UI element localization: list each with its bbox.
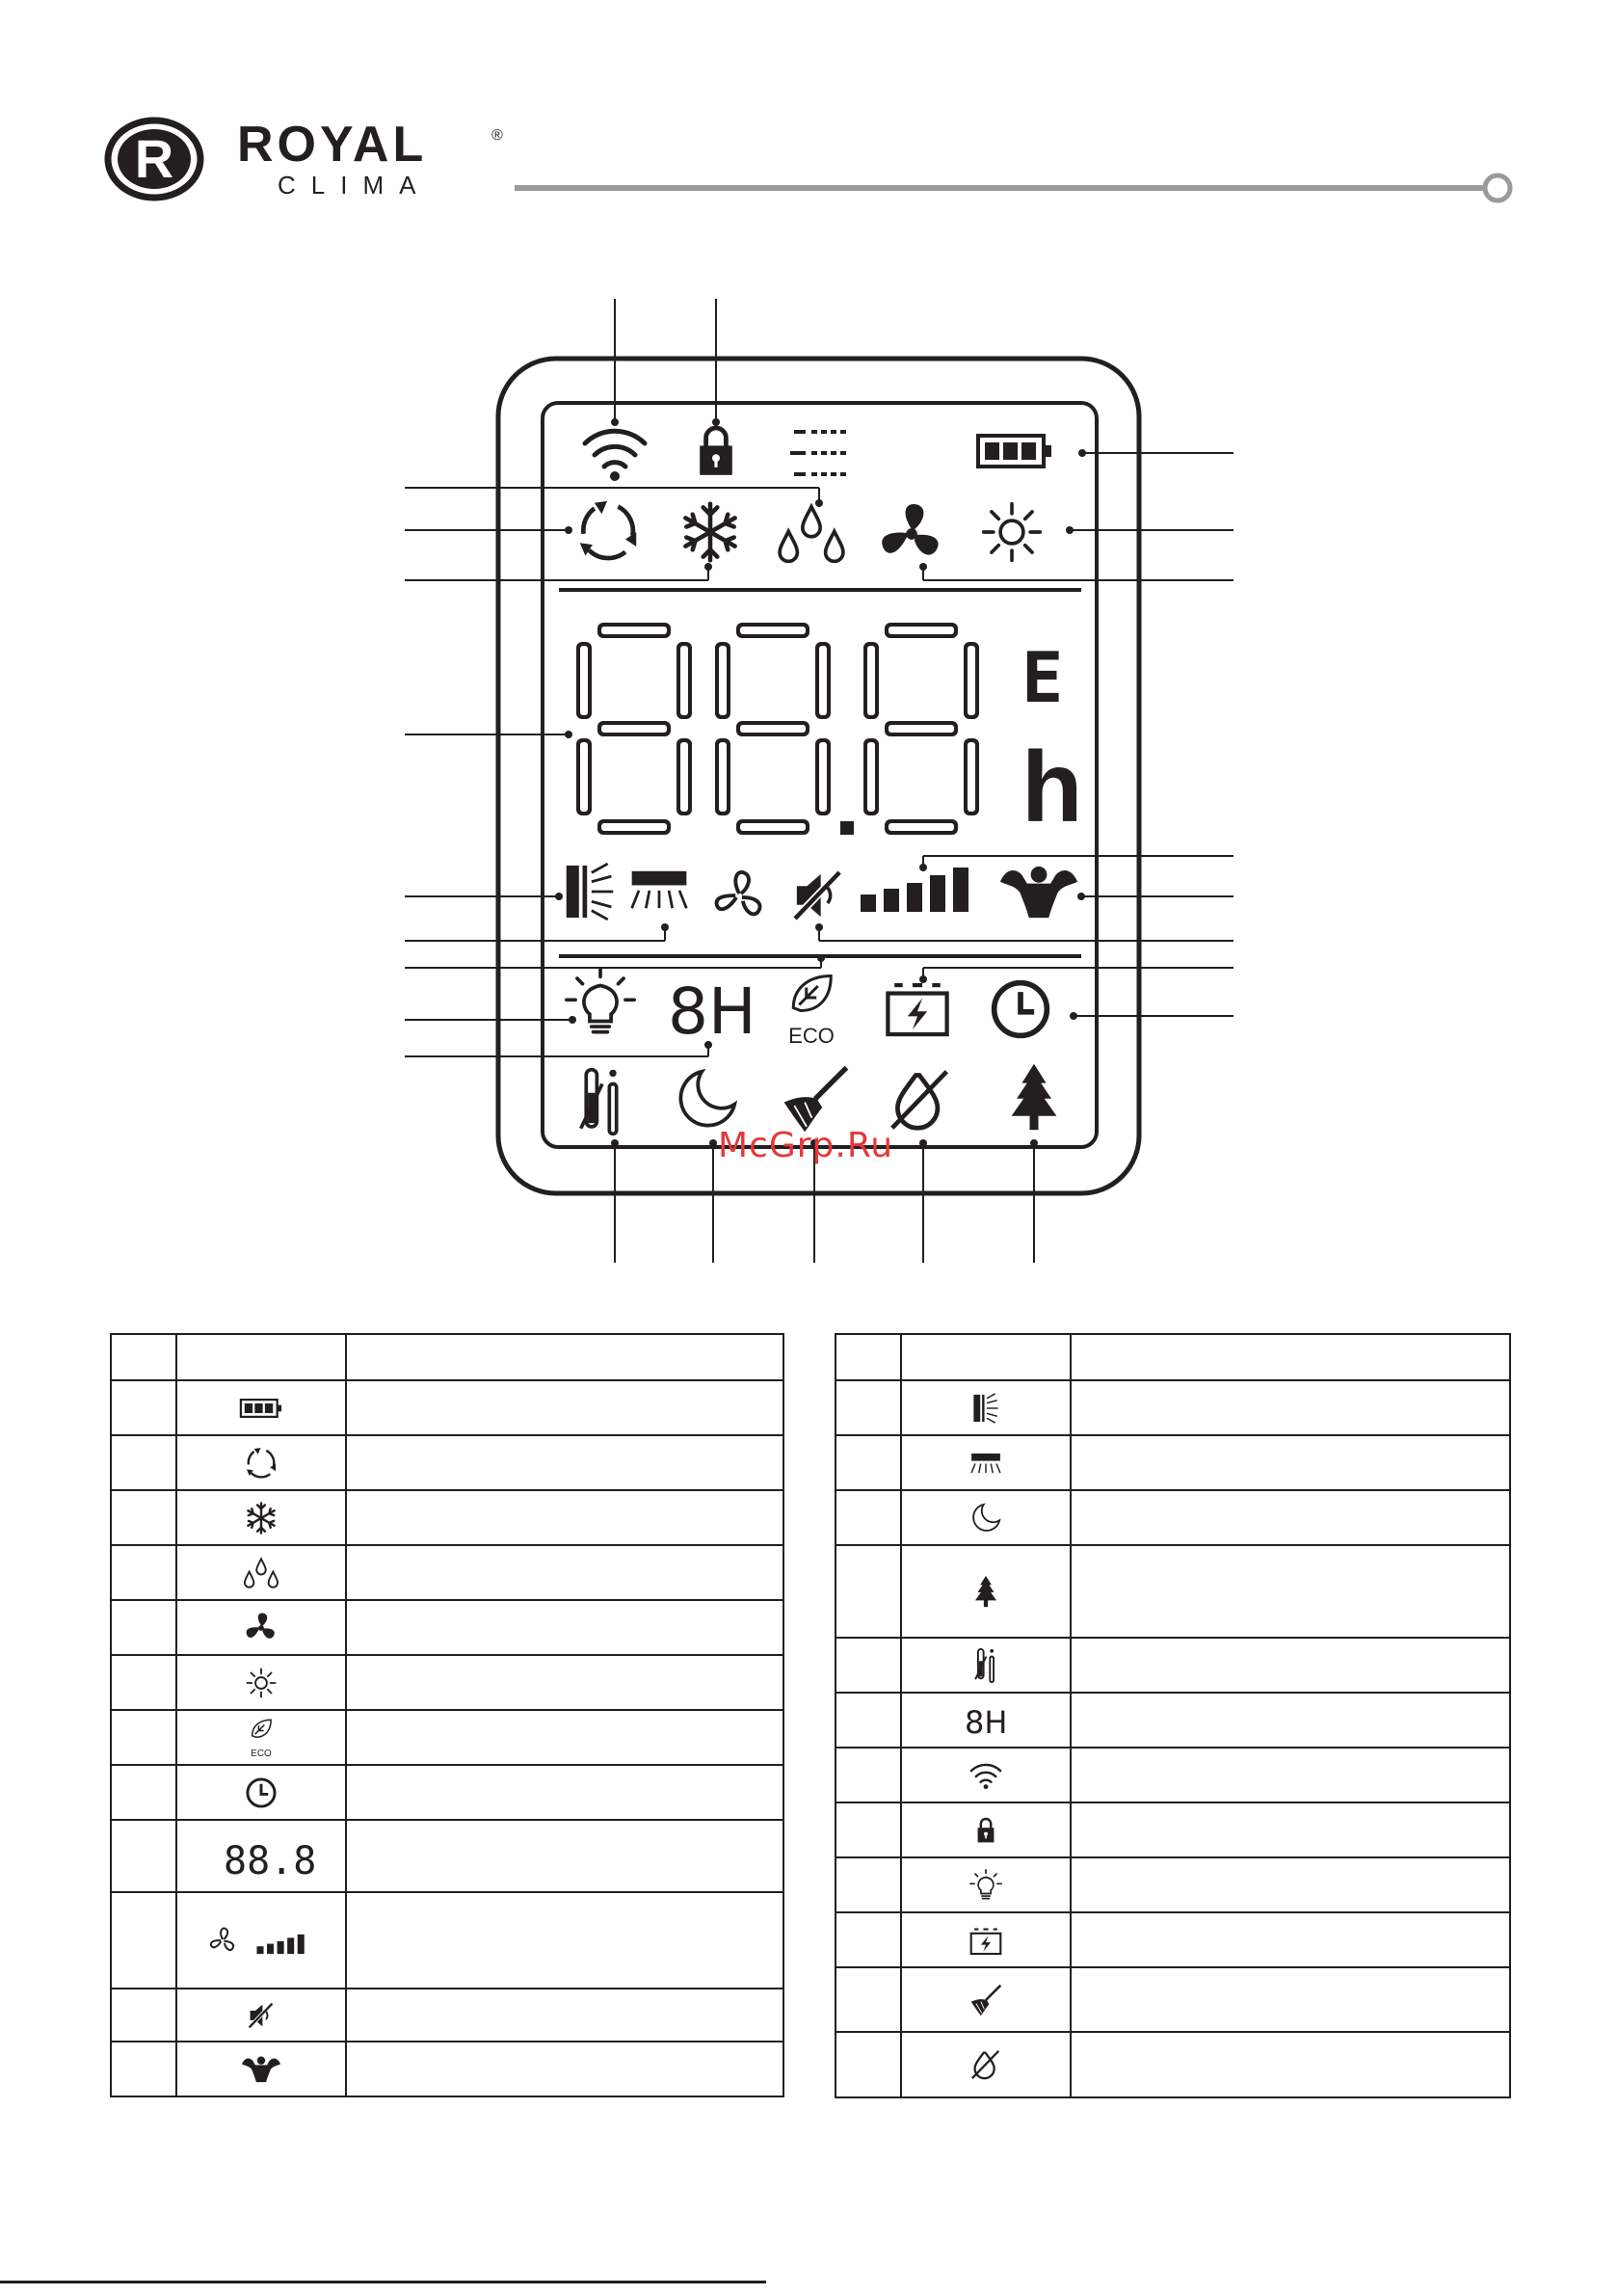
table-row xyxy=(111,1765,783,1820)
legend-table-left xyxy=(110,1333,784,2097)
sleep-icon xyxy=(970,1503,1001,1534)
table-row xyxy=(111,1989,783,2042)
brand-subname: CLIMA xyxy=(278,171,432,200)
lcd-fan-icon xyxy=(882,504,938,555)
eco-icon-label: ECO xyxy=(251,1748,272,1759)
lcd-lock-icon xyxy=(700,428,732,475)
lcd-eco-icon xyxy=(793,976,831,1011)
lcd-filter-icon xyxy=(790,432,846,474)
logo-letter: R xyxy=(134,128,174,189)
table-row xyxy=(111,1655,783,1710)
lcd-swing-vertical-icon xyxy=(567,864,614,920)
table-row xyxy=(111,1600,783,1655)
lcd-digit-1 xyxy=(576,623,692,835)
table-row xyxy=(111,1435,783,1490)
lcd-sleep-icon xyxy=(680,1072,734,1126)
lcd-fan-speed-fan-icon xyxy=(717,872,760,914)
table-header-row xyxy=(111,1334,783,1380)
lcd-battery-icon xyxy=(978,436,1051,467)
table-row xyxy=(836,1802,1510,1857)
i-feel-icon xyxy=(974,1647,997,1684)
lcd-mute-icon xyxy=(793,870,841,920)
lcd-digit-3 xyxy=(863,623,979,835)
turbo-icon xyxy=(241,2056,281,2083)
table-row xyxy=(836,1857,1510,1912)
lcd-tree-icon xyxy=(1012,1064,1057,1130)
lcd-snowflake-icon xyxy=(685,504,734,561)
eight-h-icon-label: 8H xyxy=(965,1703,1008,1741)
table-row xyxy=(111,1545,783,1600)
lcd-digit-2 xyxy=(715,623,831,835)
tree-icon xyxy=(973,1575,998,1608)
lcd-unit-h: h xyxy=(1021,732,1083,843)
clock-icon xyxy=(245,1776,278,1809)
header-rule xyxy=(515,181,1517,195)
swing-horizontal-icon xyxy=(969,1452,1002,1475)
swing-vertical-icon xyxy=(971,1392,1000,1425)
light-icon xyxy=(969,1869,1002,1902)
digits-icon xyxy=(218,1835,317,1883)
table-header-row xyxy=(836,1334,1510,1380)
lock-icon xyxy=(975,1817,996,1844)
lcd-display-diagram xyxy=(385,289,1253,1263)
mute-icon xyxy=(246,2000,277,2031)
table-row xyxy=(836,1380,1510,1435)
eco-icon xyxy=(244,1718,279,1758)
table-row xyxy=(836,1693,1510,1748)
table-row xyxy=(111,1380,783,1435)
lcd-decimal-point xyxy=(840,821,854,835)
table-row xyxy=(836,1912,1510,1967)
table-row xyxy=(836,1490,1510,1545)
lcd-digits-main xyxy=(576,623,1083,843)
lcd-eco-label: ECO xyxy=(788,1024,835,1048)
lcd-drops-icon xyxy=(780,507,843,562)
auto-mode-icon xyxy=(245,1447,278,1480)
fan-speed-icon xyxy=(208,1924,314,1957)
lcd-turbo-icon xyxy=(1000,867,1077,918)
table-row xyxy=(836,2032,1510,2097)
table-row xyxy=(111,1710,783,1765)
lcd-clean-icon xyxy=(784,1068,847,1133)
table-row xyxy=(836,1545,1510,1638)
dry-off-icon xyxy=(970,2049,1001,2080)
lcd-sun-icon xyxy=(984,504,1041,561)
clean-icon xyxy=(969,1984,1002,2016)
snowflake-icon xyxy=(245,1502,278,1535)
lcd-dry-off-icon xyxy=(892,1072,947,1128)
table-row xyxy=(111,1820,783,1892)
table-row xyxy=(836,1748,1510,1802)
lcd-fan-speed-bars xyxy=(861,868,968,912)
table-row xyxy=(111,1892,783,1989)
lcd-light-icon xyxy=(567,970,634,1032)
wifi-icon xyxy=(969,1761,1002,1790)
brand-logo xyxy=(106,111,520,207)
lcd-swing-horizontal-icon xyxy=(632,871,687,908)
lcd-eight-h-label: 8H xyxy=(668,974,756,1049)
legend-table-right xyxy=(835,1333,1511,2098)
table-row xyxy=(836,1967,1510,2032)
footer-rule xyxy=(0,2281,771,2286)
table-row xyxy=(111,1490,783,1545)
lcd-auto-mode-icon xyxy=(580,501,636,558)
fan-icon xyxy=(245,1612,278,1644)
battery-icon xyxy=(239,1399,283,1418)
eight-h-icon xyxy=(962,1703,1010,1741)
lcd-unit-e: E xyxy=(1021,637,1064,718)
lcd-wifi-icon xyxy=(585,431,645,481)
table-row xyxy=(111,2042,783,2096)
digits-icon-label: 88.8 xyxy=(224,1838,317,1883)
brand-name: ROYAL xyxy=(237,117,428,173)
table-row xyxy=(836,1435,1510,1490)
registered-mark: ® xyxy=(491,127,503,144)
drops-icon xyxy=(243,1557,279,1589)
lcd-charge-icon xyxy=(888,985,946,1034)
charge-icon xyxy=(969,1926,1002,1955)
watermark: McGrp.Ru xyxy=(718,1126,894,1165)
sun-icon xyxy=(246,1668,277,1698)
lcd-i-feel-icon xyxy=(581,1070,617,1135)
table-row xyxy=(836,1638,1510,1693)
lcd-clock-icon xyxy=(995,983,1048,1036)
